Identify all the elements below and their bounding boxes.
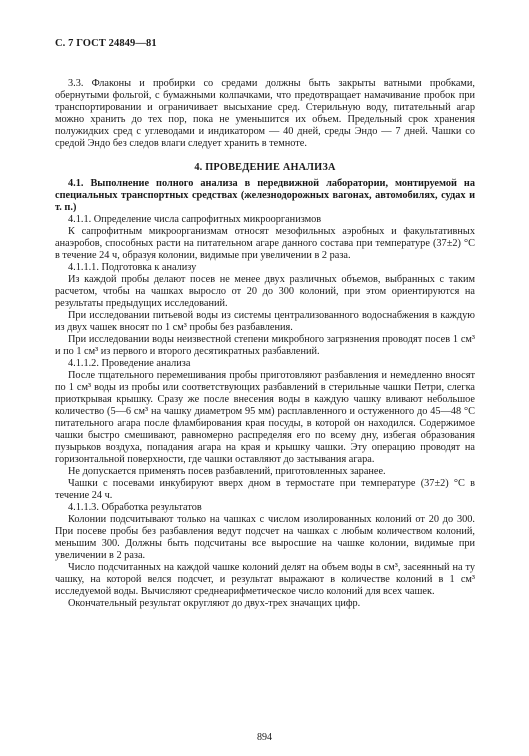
paragraph-4-1-1-1-heading: 4.1.1.1. Подготовка к анализу xyxy=(68,262,197,273)
paragraph-procedure-2: Не допускается применять посев разбавлений, приготовленных заранее. xyxy=(68,466,386,477)
paragraph-prep-3: При исследовании воды неизвестной степени микробного загрязнения проводят посев 1 см³ и по 1 см³ из первого и второго десятикратных разбавлений. xyxy=(55,334,475,357)
document-body xyxy=(55,66,475,610)
paragraph-3-3: 3.3. Флаконы и пробирки со средами должны быть закрыты ватными пробками, обернутыми фольгой, с бумажными колпачками, что предотвращает намачивание пробок при транспортировании и ограничивает высыхание сред. Стерильную воду, питательный агар можно хранить до тех пор, пока не уменьшится их объем. Предельный срок хранения полужидких сред с углеводами и индикатором — 40 дней, среды Эндо — 7 дней. Чашки со средой Эндо без следов влаги следует хранить в темноте. xyxy=(55,78,475,149)
paragraph-4-1-heading: 4.1. Выполнение полного анализа в передвижной лаборатории, монтируемой на специальных транспортных средствах (железнодорожных вагонах, автомобилях, судах и т. п.) xyxy=(55,178,475,213)
paragraph-procedure-3: Чашки с посевами инкубируют вверх дном в термостате при температуре (37±2) °С в течение 24 ч. xyxy=(55,478,475,501)
paragraph-results-3: Окончательный результат округляют до двух-трех значащих цифр. xyxy=(68,598,361,609)
paragraph-prep-1: Из каждой пробы делают посев не менее двух различных объемов, выбранных с таким расчетом, чтобы на чашках выросло от 20 до 300 колоний, при этом ориентируются на результаты предыдущих исследований. xyxy=(55,274,475,309)
paragraph-4-1-1-3-heading: 4.1.1.3. Обработка результатов xyxy=(68,502,202,513)
paragraph-prep-2: При исследовании питьевой воды из системы централизованного водоснабжения в каждую из двух чашек вносят по 1 см³ пробы без разбавления. xyxy=(55,310,475,333)
paragraph-4-1-1-2-heading: 4.1.1.2. Проведение анализа xyxy=(68,358,191,369)
paragraph-results-2: Число подсчитанных на каждой чашке колоний делят на объем воды в см³, засеянный на ту чашку, на которой велся подсчет, и результат выражают в количестве колоний в 1 см³ исследуемой воды. Вычисляют среднеарифметическое число колоний для всех чашек. xyxy=(55,562,475,597)
running-head: С. 7 ГОСТ 24849—81 xyxy=(55,38,157,49)
page-number: 894 xyxy=(257,732,272,743)
paragraph-definition: К сапрофитным микроорганизмам относят мезофильных аэробных и факультативных анаэробов, способных расти на питательном агаре данного состава при температуре (37±2) °С в течение 24 ч, образуя колонии, видимые при увеличении в 2 раза. xyxy=(55,226,475,261)
paragraph-procedure-1: После тщательного перемешивания пробы приготовляют разбавления и немедленно вносят по 1 см³ воды из пробы или соответствующих разбавлений в стерильные чашки Петри, слегка приоткрывая крышку. Сразу же после внесения воды в каждую чашку вливают небольшое количество (5—6 см³ на чашку диаметром 95 мм) расплавленного и остуженного до 45—48 °С питательного агара после фламбирования края посуды, в которой он находился. Содержимое чашки быстро смешивают, равномерно распределяя его по всему дну, избегая образования пузырьков воздуха, попадания агара на края и крышку чашки. Эту операцию проводят на горизонтальной поверхности, где чашки оставляют до застывания агара. xyxy=(55,370,475,465)
paragraph-results-1: Колонии подсчитывают только на чашках с числом изолированных колоний от 20 до 300. При посеве пробы без разбавления ведут подсчет на чашках с любым количеством колоний, меньшим 300. Должны быть подсчитаны все выросшие на чашке колонии, видимые при увеличении в 2 раза. xyxy=(55,514,475,561)
section-4-title: 4. ПРОВЕДЕНИЕ АНАЛИЗА xyxy=(194,162,336,173)
paragraph-4-1-1-heading: 4.1.1. Определение числа сапрофитных микроорганизмов xyxy=(68,214,322,225)
